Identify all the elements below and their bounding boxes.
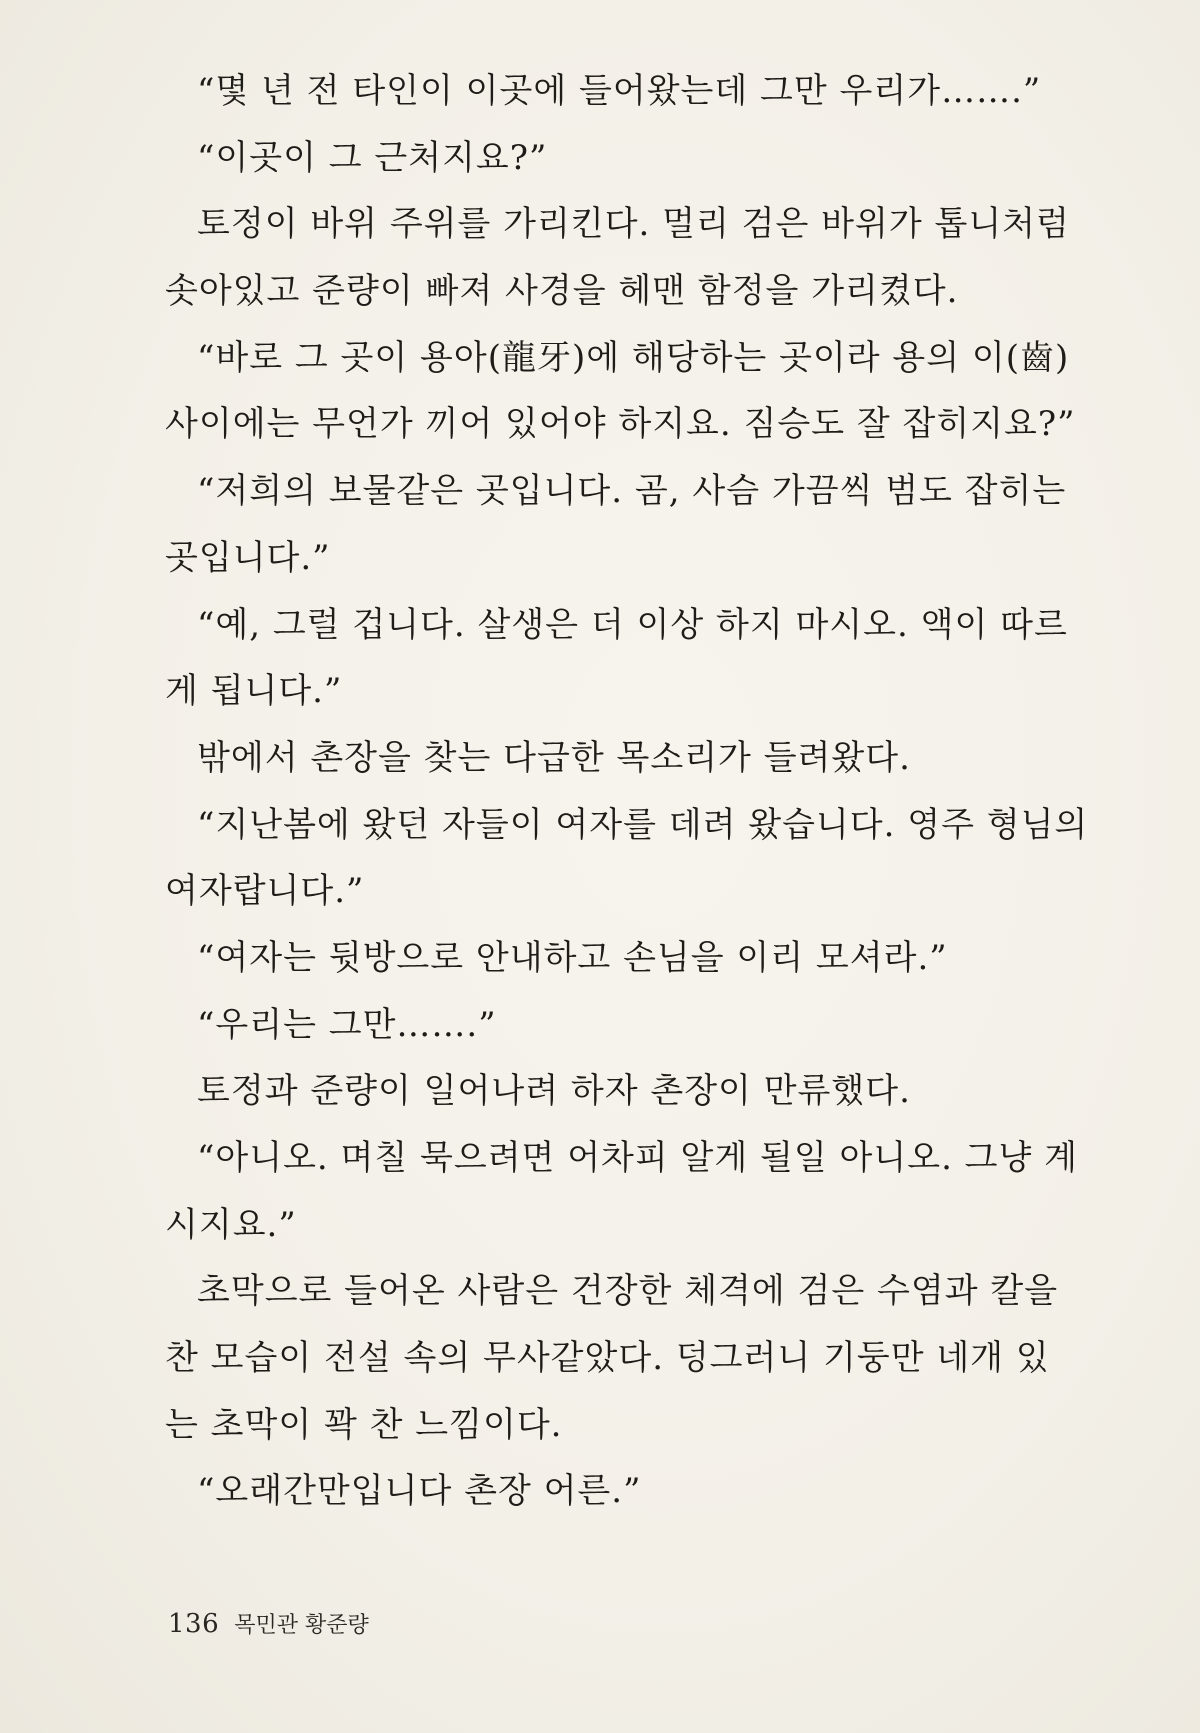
page-footer <box>168 1608 369 1639</box>
text-line: 시지요.” <box>165 1204 297 1245</box>
text-line: 찬 모습이 전설 속의 무사같았다. 덩그러니 기둥만 네개 있 <box>165 1338 1050 1379</box>
text-line: 토정이 바위 주위를 가리킨다. 멀리 검은 바위가 톱니처럼 <box>197 204 1070 245</box>
text-line: “이곳이 그 근처지요?” <box>197 137 548 178</box>
text-line: 여자랍니다.” <box>165 871 365 912</box>
text-line: 게 됩니다.” <box>165 671 343 712</box>
text-line: 사이에는 무언가 끼어 있어야 하지요. 짐승도 잘 잡히지요?” <box>165 404 1076 445</box>
text-line: “저희의 보물같은 곳입니다. 곰, 사슴 가끔씩 범도 잡히는 <box>197 471 1067 512</box>
text-line: “아니오. 며칠 묵으려면 어차피 알게 될일 아니오. 그냥 계 <box>197 1138 1079 1178</box>
text-line: “몇 년 전 타인이 이곳에 들어왔는데 그만 우리가…….” <box>197 71 1042 111</box>
text-line: 솟아있고 준량이 빠져 사경을 헤맨 함정을 가리켰다. <box>165 271 959 312</box>
text-line: “오래간만입니다 촌장 어른.” <box>197 1471 642 1512</box>
text-line: 밖에서 촌장을 찾는 다급한 목소리가 들려왔다. <box>197 737 911 778</box>
text-line: “바로 그 곳이 용아(龍牙)에 해당하는 곳이라 용의 이(齒) <box>197 337 1070 378</box>
text-line: 는 초막이 꽉 찬 느낌이다. <box>165 1404 563 1445</box>
text-line: “여자는 뒷방으로 안내하고 손님을 이리 모셔라.” <box>197 937 948 978</box>
book-title: 목민관 황준량 <box>234 1613 369 1638</box>
body-text <box>165 58 1089 1525</box>
page-number: 136 <box>168 1609 220 1639</box>
text-line: “예, 그럴 겁니다. 살생은 더 이상 하지 마시오. 액이 따르 <box>197 604 1068 645</box>
text-line: 곳입니다.” <box>165 537 331 578</box>
text-line: 초막으로 들어온 사람은 건장한 체격에 검은 수염과 칼을 <box>197 1271 1059 1312</box>
text-line: 토정과 준량이 일어나려 하자 촌장이 만류했다. <box>197 1071 911 1112</box>
text-line: “우리는 그만…….” <box>197 1004 497 1045</box>
text-line: “지난봄에 왔던 자들이 여자를 데려 왔습니다. 영주 형님의 <box>197 804 1089 845</box>
